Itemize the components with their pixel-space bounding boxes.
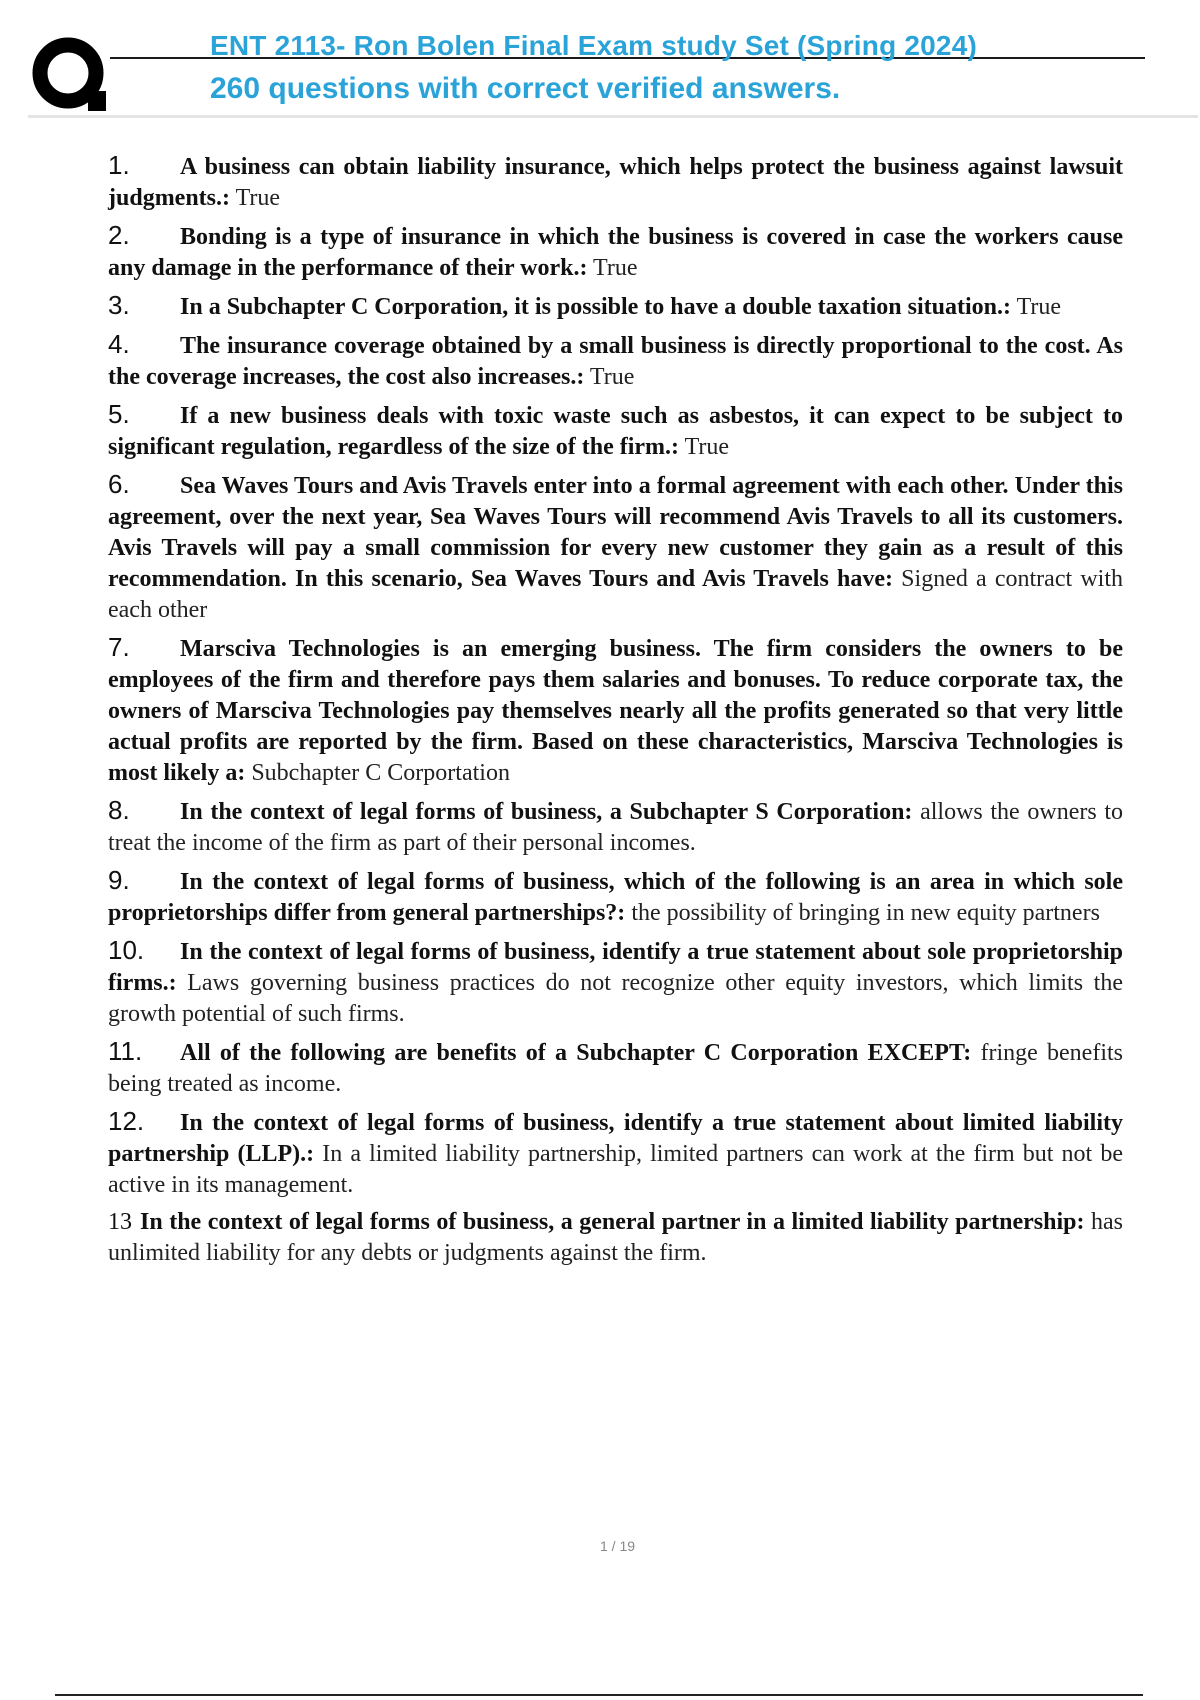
question-item xyxy=(108,935,1123,1030)
question-text: In the context of legal forms of business, a general partner in a limited liability partnership: xyxy=(140,1209,1085,1235)
answer-text: has unlimited liability for any debts or judgments against the firm. xyxy=(108,1209,1124,1266)
document-header xyxy=(0,0,1200,125)
page-number: 1 / 19 xyxy=(599,1538,636,1554)
answer-text: In a limited liability partnership, limited partners can work at the firm but not be active in its management. xyxy=(108,1141,1123,1198)
question-item xyxy=(108,290,1123,323)
question-item xyxy=(108,220,1123,284)
question-item xyxy=(108,469,1123,626)
question-text: If a new business deals with toxic waste such as asbestos, it can expect to be subject to significant regulation, regardless of the size of the firm.: xyxy=(108,403,1123,460)
question-item xyxy=(108,1207,1123,1269)
question-number: 10. xyxy=(108,935,145,965)
question-text: A business can obtain liability insurance, which helps protect the business against lawsuit judgments.: xyxy=(108,154,1123,211)
question-number: 9. xyxy=(108,865,130,895)
question-item xyxy=(108,865,1123,929)
answer-text: True xyxy=(587,255,638,281)
question-number: 8. xyxy=(108,795,130,825)
answer-text: fringe benefits being treated as income. xyxy=(108,1040,1124,1097)
question-number: 3. xyxy=(108,290,130,320)
question-text: Sea Waves Tours and Avis Travels enter into a formal agreement with each other. Under this agreement, over the next year, Sea Waves Tours will recommend Avis Travels to all its customers. Avis Travels will pay a small commission for every new customer they gain as a result of this recommendation. In this scenario, Sea Waves Tours and Avis Travels have: xyxy=(108,473,1123,592)
question-number: 1. xyxy=(108,150,130,180)
question-text: In a Subchapter C Corporation, it is possible to have a double taxation situation.: xyxy=(180,294,1011,320)
question-text: Bonding is a type of insurance in which the business is covered in case the workers cause any damage in the performance of their work.: xyxy=(108,224,1123,281)
question-item xyxy=(108,1106,1123,1201)
question-number: 5. xyxy=(108,399,130,429)
question-number: 12. xyxy=(108,1106,145,1136)
document-subtitle: 260 questions with correct verified answers. xyxy=(210,72,841,105)
question-item xyxy=(108,632,1123,789)
answer-text: True xyxy=(1011,294,1062,320)
question-text: Marsciva Technologies is an emerging business. The firm considers the owners to be employees of the firm and therefore pays them salaries and bonuses. To reduce corporate tax, the owners of Marsciva Technologies pay themselves nearly all the profits generated so that very little actual profits are reported by the firm. Based on these characteristics, Marsciva Technologies is most likely a: xyxy=(108,636,1123,786)
q-logo-icon xyxy=(30,33,112,115)
answer-text: True xyxy=(230,185,281,211)
footer-rule xyxy=(55,1694,1143,1696)
question-text: In the context of legal forms of business, identify a true statement about sole proprietorship firms.: xyxy=(108,939,1123,996)
document-title: ENT 2113- Ron Bolen Final Exam study Set (Spring 2024) xyxy=(210,30,977,61)
question-number: 11. xyxy=(108,1036,143,1066)
question-text: In the context of legal forms of business, a Subchapter S Corporation: xyxy=(180,799,913,825)
answer-text: allows the owners to treat the income of the firm as part of their personal incomes. xyxy=(108,799,1123,856)
answer-text: True xyxy=(679,434,730,460)
question-item xyxy=(108,329,1123,393)
question-text: In the context of legal forms of business, identify a true statement about limited liability partnership (LLP).: xyxy=(108,1110,1123,1167)
question-number: 13 xyxy=(108,1209,132,1235)
question-item xyxy=(108,795,1123,859)
question-item xyxy=(108,1036,1123,1100)
question-text: All of the following are benefits of a Subchapter C Corporation EXCEPT: xyxy=(180,1040,972,1066)
question-item xyxy=(108,150,1123,214)
question-number: 4. xyxy=(108,329,130,359)
header-divider xyxy=(28,115,1198,118)
question-item xyxy=(108,399,1123,463)
answer-text: the possibility of bringing in new equity partners xyxy=(625,900,1100,926)
answer-text: Subchapter C Corportation xyxy=(245,760,510,786)
question-text: In the context of legal forms of business, which of the following is an area in which sole proprietorships differ from general partnerships?: xyxy=(108,869,1123,926)
question-number: 6. xyxy=(108,469,130,499)
answer-text: Signed a contract with each other xyxy=(108,566,1123,623)
question-text: The insurance coverage obtained by a small business is directly proportional to the cost. As the coverage increases, the cost also increases.: xyxy=(108,333,1123,390)
question-number: 7. xyxy=(108,632,130,662)
answer-text: True xyxy=(584,364,635,390)
question-number: 2. xyxy=(108,220,130,250)
answer-text: Laws governing business practices do not recognize other equity investors, which limits the growth potential of such firms. xyxy=(108,970,1123,1027)
question-list xyxy=(108,150,1123,1275)
